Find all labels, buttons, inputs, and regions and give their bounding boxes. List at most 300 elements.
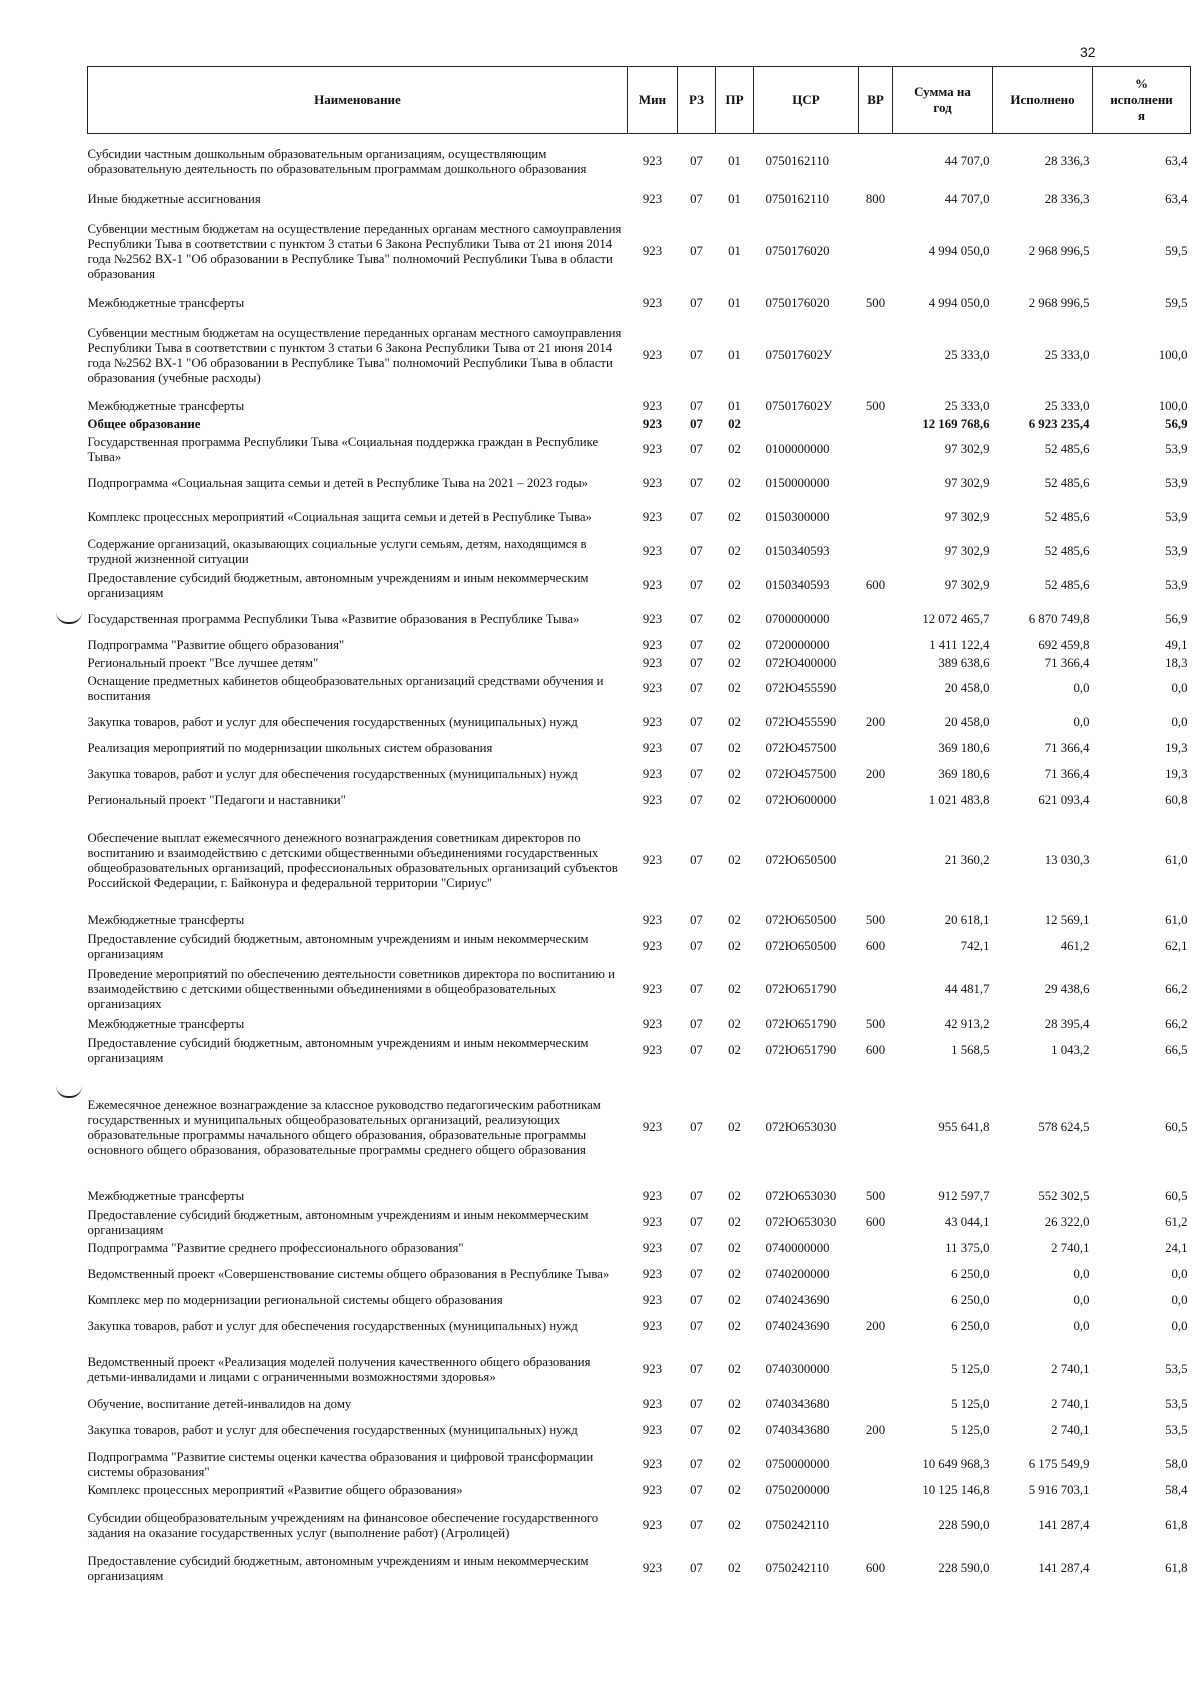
cell-rz: 07 <box>690 578 703 592</box>
cell-vr <box>859 603 893 637</box>
cell-csr: 072Ю651790 <box>765 1017 837 1031</box>
cell-rz: 07 <box>690 1397 703 1411</box>
table-row <box>88 1500 1191 1552</box>
cell-min: 923 <box>642 612 663 626</box>
cell-name: Ежемесячное денежное вознаграждение за классное руководство педагогическим работникам государственных и муниципальных общеобразовательных организаций, реализующих образовательные программы начального общего образования, образовательные программы основного общего образования, образовательные программы среднего общего образования <box>87 1097 601 1157</box>
cell-name: Подпрограмма "Развитие среднего профессионального образования" <box>87 1241 464 1255</box>
table-row <box>88 637 1191 655</box>
cell-pct: 53,9 <box>1165 544 1188 558</box>
cell-exec: 6 923 235,4 <box>1028 416 1090 431</box>
cell-min: 923 <box>642 715 663 729</box>
table-row <box>88 930 1191 964</box>
cell-csr: 0750176020 <box>765 244 830 258</box>
cell-rz: 07 <box>690 244 703 258</box>
cell-pr: 02 <box>728 612 741 626</box>
cell-csr: 072Ю400000 <box>765 655 837 670</box>
cell-sum: 44 481,7 <box>944 982 990 996</box>
cell-name: Ведомственный проект «Реализация моделей получения качественного общего образования детьми-инвалидами и лицами с ограниченными возможностями здоровья» <box>87 1354 591 1384</box>
table-header-row <box>88 67 1191 134</box>
cell-pct: 59,5 <box>1165 296 1188 310</box>
cell-name: Иные бюджетные ассигнования <box>87 192 261 206</box>
cell-csr: 075017602У <box>765 399 833 413</box>
cell-exec: 141 287,4 <box>1038 1561 1090 1575</box>
cell-vr: 500 <box>865 296 886 310</box>
cell-sum: 12 169 768,6 <box>922 416 990 431</box>
cell-pct: 53,5 <box>1165 1423 1188 1437</box>
cell-rz: 07 <box>690 655 703 670</box>
table-row <box>88 758 1191 792</box>
cell-min: 923 <box>642 1120 663 1134</box>
cell-min: 923 <box>642 544 663 558</box>
cell-rz: 07 <box>690 853 703 867</box>
cell-min: 923 <box>642 1215 663 1229</box>
cell-sum: 4 994 050,0 <box>928 244 990 258</box>
cell-pct: 61,8 <box>1165 1561 1188 1575</box>
table-row <box>88 1396 1191 1414</box>
cell-rz: 07 <box>690 741 703 755</box>
cell-sum: 6 250,0 <box>951 1293 990 1307</box>
cell-csr: 0740243690 <box>765 1293 830 1307</box>
cell-pr: 02 <box>728 1293 741 1307</box>
cell-exec: 71 366,4 <box>1044 655 1090 670</box>
cell-csr: 0740200000 <box>765 1267 830 1281</box>
cell-min: 923 <box>642 638 663 652</box>
cell-min: 923 <box>642 399 663 413</box>
cell-pct: 100,0 <box>1158 399 1188 413</box>
cell-csr: 072Ю457500 <box>765 741 837 755</box>
cell-rz: 07 <box>690 715 703 729</box>
cell-rz: 07 <box>690 913 703 927</box>
cell-name: Государственная программа Республики Тыва «Социальная поддержка граждан в Республике Тыва» <box>87 434 599 464</box>
cell-pct: 60,5 <box>1165 1189 1188 1203</box>
cell-vr <box>859 467 893 501</box>
cell-sum: 912 597,7 <box>938 1189 990 1203</box>
cell-csr: 0740000000 <box>765 1241 830 1255</box>
table-row <box>88 1068 1191 1188</box>
cell-min: 923 <box>642 793 663 807</box>
cell-pr: 02 <box>728 1017 741 1031</box>
cell-rz: 07 <box>690 1267 703 1281</box>
cell-name: Комплекс мер по модернизации региональной системы общего образования <box>87 1293 503 1307</box>
cell-vr <box>859 740 893 758</box>
cell-pr: 02 <box>728 1267 741 1281</box>
cell-min: 923 <box>642 767 663 781</box>
table-row <box>88 1344 1191 1396</box>
table-row <box>88 740 1191 758</box>
cell-min: 923 <box>642 1397 663 1411</box>
cell-name: Предоставление субсидий бюджетным, автономным учреждениям и иным некоммерческим организациям <box>87 1207 589 1237</box>
cell-vr <box>859 792 893 810</box>
cell-name: Проведение мероприятий по обеспечению деятельности советников директора по воспитанию и взаимодействию с детскими общественными объединениями в общеобразовательных организациях <box>87 967 615 1011</box>
cell-rz: 07 <box>690 442 703 456</box>
cell-exec: 461,2 <box>1060 939 1090 953</box>
table-row <box>88 569 1191 603</box>
cell-min: 923 <box>642 741 663 755</box>
cell-vr <box>859 1068 893 1188</box>
cell-sum: 20 458,0 <box>944 681 990 695</box>
cell-pr: 02 <box>728 1120 741 1134</box>
cell-rz: 07 <box>690 154 703 169</box>
cell-csr: 072Ю653030 <box>765 1120 837 1134</box>
cell-sum: 25 333,0 <box>944 399 990 413</box>
cell-exec: 578 624,5 <box>1038 1120 1090 1134</box>
cell-pr: 02 <box>728 1241 741 1255</box>
cell-csr: 0750242110 <box>765 1518 830 1532</box>
cell-name: Обеспечение выплат ежемесячного денежного вознаграждения советникам директоров по воспитанию и взаимодействию с детскими общественными объединениями государственных общеобразовательных организаций, профессиональных образовательных организаций субъектов Российской Федерации, г. Байконура и федеральной территории "Сириус" <box>87 830 618 890</box>
cell-pr: 02 <box>728 1189 741 1203</box>
cell-vr: 500 <box>865 913 886 927</box>
cell-vr <box>859 314 893 398</box>
cell-vr <box>859 134 893 190</box>
cell-csr: 0150000000 <box>765 476 830 490</box>
cell-name: Общее образование <box>87 416 201 431</box>
cell-sum: 389 638,6 <box>938 655 990 670</box>
cell-name: Закупка товаров, работ и услуг для обеспечения государственных (муниципальных) нужд <box>87 1423 578 1437</box>
cell-name: Закупка товаров, работ и услуг для обеспечения государственных (муниципальных) нужд <box>87 715 578 729</box>
cell-sum: 97 302,9 <box>944 578 990 592</box>
cell-pct: 19,3 <box>1165 741 1188 755</box>
cell-rz: 07 <box>690 416 703 431</box>
cell-rz: 07 <box>690 1362 703 1376</box>
table-row <box>88 706 1191 740</box>
cell-sum: 742,1 <box>960 939 990 953</box>
cell-exec: 0,0 <box>1073 681 1090 695</box>
cell-pct: 58,0 <box>1165 1457 1188 1471</box>
cell-pr: 02 <box>728 638 741 652</box>
cell-pr: 01 <box>728 296 741 310</box>
cell-min: 923 <box>642 655 663 670</box>
cell-csr: 0100000000 <box>765 442 830 456</box>
cell-csr: 0740243690 <box>765 1319 830 1333</box>
cell-min: 923 <box>642 296 663 310</box>
cell-pct: 60,5 <box>1165 1120 1188 1134</box>
cell-rz: 07 <box>690 1017 703 1031</box>
cell-exec: 692 459,8 <box>1038 638 1090 652</box>
cell-exec: 0,0 <box>1073 1319 1090 1333</box>
cell-csr: 072Ю650500 <box>765 939 837 953</box>
cell-exec: 2 740,1 <box>1051 1397 1090 1411</box>
cell-rz: 07 <box>690 1483 703 1497</box>
table-row <box>88 1482 1191 1500</box>
table-row <box>88 535 1191 569</box>
cell-sum: 20 618,1 <box>944 913 990 927</box>
cell-rz: 07 <box>690 1120 703 1134</box>
cell-csr: 0720000000 <box>765 638 830 652</box>
cell-vr <box>859 1396 893 1414</box>
cell-exec: 2 740,1 <box>1051 1423 1090 1437</box>
cell-name: Субсидии частным дошкольным образовательным организациям, осуществляющим образовательную деятельность по образовательным программам дошкольного образования <box>87 146 587 176</box>
cell-rz: 07 <box>690 1319 703 1333</box>
table-row <box>88 501 1191 535</box>
cell-rz: 07 <box>690 476 703 490</box>
cell-rz: 07 <box>690 1189 703 1203</box>
cell-csr: 0740300000 <box>765 1362 830 1376</box>
table-row <box>88 416 1191 433</box>
cell-vr: 200 <box>865 1319 886 1333</box>
header-ministry: Мин <box>628 67 678 134</box>
cell-pr: 02 <box>728 578 741 592</box>
cell-exec: 26 322,0 <box>1044 1215 1090 1229</box>
cell-sum: 369 180,6 <box>938 767 990 781</box>
cell-csr: 0150340593 <box>765 578 830 592</box>
cell-vr <box>859 637 893 655</box>
cell-min: 923 <box>642 1241 663 1255</box>
cell-csr: 075017602У <box>765 348 833 362</box>
cell-vr <box>859 1500 893 1552</box>
table-row <box>88 1310 1191 1344</box>
cell-rz: 07 <box>690 296 703 310</box>
cell-pr: 02 <box>728 544 741 558</box>
cell-csr: 072Ю600000 <box>765 793 837 807</box>
cell-min: 923 <box>642 982 663 996</box>
table-row <box>88 210 1191 294</box>
cell-pr: 02 <box>728 1561 741 1575</box>
table-row <box>88 1188 1191 1206</box>
header-expense-type: ВР <box>859 67 893 134</box>
cell-min: 923 <box>642 510 663 524</box>
cell-pct: 62,1 <box>1165 939 1188 953</box>
cell-pct: 49,1 <box>1165 638 1188 652</box>
cell-exec: 52 485,6 <box>1044 510 1090 524</box>
cell-exec: 71 366,4 <box>1044 767 1090 781</box>
cell-pr: 02 <box>728 1457 741 1471</box>
cell-vr: 500 <box>865 1017 886 1031</box>
cell-sum: 21 360,2 <box>944 853 990 867</box>
cell-vr <box>859 1448 893 1482</box>
cell-csr: 0750200000 <box>765 1483 830 1497</box>
cell-min: 923 <box>642 442 663 456</box>
header-name: Наименование <box>88 67 628 134</box>
cell-sum: 1 568,5 <box>951 1043 990 1057</box>
cell-pr: 01 <box>728 399 741 413</box>
cell-name: Межбюджетные трансферты <box>87 913 245 927</box>
header-execution-percent: % исполнени я <box>1093 67 1191 134</box>
table-row <box>88 1034 1191 1068</box>
cell-pct: 53,9 <box>1165 442 1188 456</box>
cell-rz: 07 <box>690 544 703 558</box>
cell-pct: 53,9 <box>1165 578 1188 592</box>
cell-rz: 07 <box>690 638 703 652</box>
cell-csr: 072Ю455590 <box>765 715 837 729</box>
cell-pr: 02 <box>728 939 741 953</box>
cell-vr: 600 <box>865 578 886 592</box>
cell-name: Содержание организаций, оказывающих социальные услуги семьям, детям, находящимся в трудной жизненной ситуации <box>87 536 587 566</box>
cell-pr: 02 <box>728 681 741 695</box>
cell-csr: 0150300000 <box>765 510 830 524</box>
cell-min: 923 <box>642 348 663 362</box>
cell-name: Подпрограмма "Развитие системы оценки качества образования и цифровой трансформации системы образования" <box>87 1449 594 1479</box>
cell-sum: 44 707,0 <box>944 192 990 206</box>
table-body <box>88 134 1191 1586</box>
cell-name: Обучение, воспитание детей-инвалидов на дому <box>87 1397 352 1411</box>
cell-exec: 13 030,3 <box>1044 853 1090 867</box>
cell-csr: 072Ю650500 <box>765 913 837 927</box>
cell-name: Реализация мероприятий по модернизации школьных систем образования <box>87 741 493 755</box>
cell-name: Субвенции местным бюджетам на осуществление переданных органам местного самоуправления Республики Тыва в соответствии с пунктом 3 статьи 6 Закона Республики Тыва от 21 июня 2014 года №2562 ВХ-1 "Об образовании в Республике Тыва" полномочий Республики Тыва в области образования (учебные расходы) <box>87 325 622 385</box>
cell-pr: 02 <box>728 1518 741 1532</box>
cell-vr <box>859 810 893 912</box>
cell-exec: 28 336,3 <box>1044 192 1090 206</box>
cell-name: Межбюджетные трансферты <box>87 399 245 413</box>
cell-name: Закупка товаров, работ и услуг для обеспечения государственных (муниципальных) нужд <box>87 767 578 781</box>
cell-rz: 07 <box>690 612 703 626</box>
cell-exec: 2 968 996,5 <box>1028 244 1090 258</box>
cell-min: 923 <box>642 681 663 695</box>
cell-exec: 6 870 749,8 <box>1028 612 1090 626</box>
cell-rz: 07 <box>690 939 703 953</box>
cell-exec: 0,0 <box>1073 1293 1090 1307</box>
budget-execution-table <box>87 66 1191 1586</box>
cell-vr <box>859 210 893 294</box>
cell-min: 923 <box>642 476 663 490</box>
cell-name: Предоставление субсидий бюджетным, автономным учреждениям и иным некоммерческим организациям <box>87 570 589 600</box>
cell-exec: 25 333,0 <box>1044 348 1090 362</box>
cell-min: 923 <box>642 244 663 258</box>
cell-vr <box>859 1344 893 1396</box>
cell-exec: 52 485,6 <box>1044 578 1090 592</box>
cell-pct: 53,9 <box>1165 476 1188 490</box>
cell-pct: 58,4 <box>1165 1483 1188 1497</box>
cell-min: 923 <box>642 1267 663 1281</box>
table-row <box>88 134 1191 190</box>
cell-sum: 97 302,9 <box>944 544 990 558</box>
cell-name: Предоставление субсидий бюджетным, автономным учреждениям и иным некоммерческим организациям <box>87 931 589 961</box>
cell-sum: 5 125,0 <box>951 1362 990 1376</box>
cell-exec: 28 336,3 <box>1044 154 1090 169</box>
cell-pr: 02 <box>728 913 741 927</box>
cell-pr: 02 <box>728 510 741 524</box>
cell-vr <box>859 964 893 1016</box>
cell-pr: 02 <box>728 1483 741 1497</box>
cell-sum: 6 250,0 <box>951 1267 990 1281</box>
cell-rz: 07 <box>690 1423 703 1437</box>
cell-sum: 12 072 465,7 <box>922 612 990 626</box>
cell-vr: 600 <box>865 1215 886 1229</box>
cell-min: 923 <box>642 853 663 867</box>
cell-csr: 0700000000 <box>765 612 830 626</box>
cell-pr: 02 <box>728 1397 741 1411</box>
cell-sum: 1 411 122,4 <box>929 638 990 652</box>
table-row <box>88 1016 1191 1034</box>
cell-sum: 369 180,6 <box>938 741 990 755</box>
cell-pct: 0,0 <box>1171 1267 1188 1281</box>
cell-sum: 20 458,0 <box>944 715 990 729</box>
cell-pr: 01 <box>728 154 741 169</box>
cell-pct: 61,8 <box>1165 1518 1188 1532</box>
cell-vr <box>859 1482 893 1500</box>
cell-csr: 0150340593 <box>765 544 830 558</box>
cell-rz: 07 <box>690 1043 703 1057</box>
cell-pct: 100,0 <box>1158 348 1188 362</box>
cell-pr: 02 <box>728 476 741 490</box>
cell-sum: 228 590,0 <box>938 1561 990 1575</box>
cell-csr: 0740343680 <box>765 1397 830 1411</box>
cell-vr <box>859 501 893 535</box>
cell-name: Субвенции местным бюджетам на осуществление переданных органам местного самоуправления Республики Тыва в соответствии с пунктом 3 статьи 6 Закона Республики Тыва от 21 июня 2014 года №2562 ВХ-1 "Об образовании в Республике Тыва" полномочий Республики Тыва в области образования <box>87 221 622 281</box>
cell-rz: 07 <box>690 1241 703 1255</box>
cell-sum: 955 641,8 <box>938 1120 990 1134</box>
cell-name: Комплекс процессных мероприятий «Социальная защита семьи и детей в Республике Тыва» <box>87 510 592 524</box>
cell-exec: 52 485,6 <box>1044 476 1090 490</box>
cell-sum: 5 125,0 <box>951 1423 990 1437</box>
cell-csr: 0740343680 <box>765 1423 830 1437</box>
table-row <box>88 467 1191 501</box>
table-row <box>88 1414 1191 1448</box>
cell-pct: 66,2 <box>1165 982 1188 996</box>
cell-exec: 0,0 <box>1073 1267 1090 1281</box>
table-row <box>88 1206 1191 1240</box>
cell-csr: 072Ю653030 <box>765 1189 837 1203</box>
cell-name: Государственная программа Республики Тыва «Развитие образования в Республике Тыва» <box>87 612 580 626</box>
cell-rz: 07 <box>690 1457 703 1471</box>
cell-pct: 24,1 <box>1165 1241 1188 1255</box>
cell-exec: 2 740,1 <box>1051 1362 1090 1376</box>
table-row <box>88 810 1191 912</box>
cell-name: Ведомственный проект «Совершенствование системы общего образования в Республике Тыва» <box>87 1267 610 1281</box>
table-row <box>88 792 1191 810</box>
cell-name: Закупка товаров, работ и услуг для обеспечения государственных (муниципальных) нужд <box>87 1319 578 1333</box>
cell-min: 923 <box>642 1017 663 1031</box>
cell-exec: 552 302,5 <box>1038 1189 1090 1203</box>
cell-pct: 63,4 <box>1165 154 1188 169</box>
table-row <box>88 1448 1191 1482</box>
table-row <box>88 314 1191 398</box>
cell-name: Предоставление субсидий бюджетным, автономным учреждениям и иным некоммерческим организациям <box>87 1035 589 1065</box>
cell-exec: 28 395,4 <box>1044 1017 1090 1031</box>
cell-csr: 0750000000 <box>765 1457 830 1471</box>
cell-pr: 01 <box>728 192 741 206</box>
cell-vr: 200 <box>865 715 886 729</box>
cell-min: 923 <box>642 939 663 953</box>
cell-csr: 072Ю651790 <box>765 1043 837 1057</box>
cell-rz: 07 <box>690 982 703 996</box>
cell-vr: 800 <box>865 192 886 206</box>
cell-min: 923 <box>642 913 663 927</box>
cell-pct: 56,9 <box>1165 416 1188 431</box>
cell-pr: 02 <box>728 1362 741 1376</box>
cell-exec: 0,0 <box>1073 715 1090 729</box>
cell-rz: 07 <box>690 1518 703 1532</box>
cell-vr: 200 <box>865 767 886 781</box>
cell-pr: 02 <box>728 982 741 996</box>
cell-min: 923 <box>642 578 663 592</box>
cell-pr: 02 <box>728 416 741 431</box>
cell-min: 923 <box>642 1561 663 1575</box>
cell-name: Региональный проект "Все лучшее детям" <box>87 655 319 670</box>
cell-rz: 07 <box>690 767 703 781</box>
cell-name: Подпрограмма "Развитие общего образования" <box>87 638 345 652</box>
cell-rz: 07 <box>690 793 703 807</box>
cell-vr: 600 <box>865 1043 886 1057</box>
cell-rz: 07 <box>690 1293 703 1307</box>
cell-pct: 66,2 <box>1165 1017 1188 1031</box>
cell-pct: 60,8 <box>1165 793 1188 807</box>
table-row <box>88 603 1191 637</box>
cell-rz: 07 <box>690 1561 703 1575</box>
cell-sum: 25 333,0 <box>944 348 990 362</box>
cell-vr <box>859 655 893 672</box>
cell-vr <box>859 433 893 467</box>
cell-pct: 53,5 <box>1165 1397 1188 1411</box>
table-row <box>88 1292 1191 1310</box>
cell-csr: 072Ю653030 <box>765 1215 837 1229</box>
cell-pr: 02 <box>728 793 741 807</box>
cell-csr: 0750162110 <box>765 154 830 169</box>
cell-min: 923 <box>642 1518 663 1532</box>
cell-sum: 97 302,9 <box>944 510 990 524</box>
cell-vr <box>859 535 893 569</box>
cell-name: Межбюджетные трансферты <box>87 1189 245 1203</box>
